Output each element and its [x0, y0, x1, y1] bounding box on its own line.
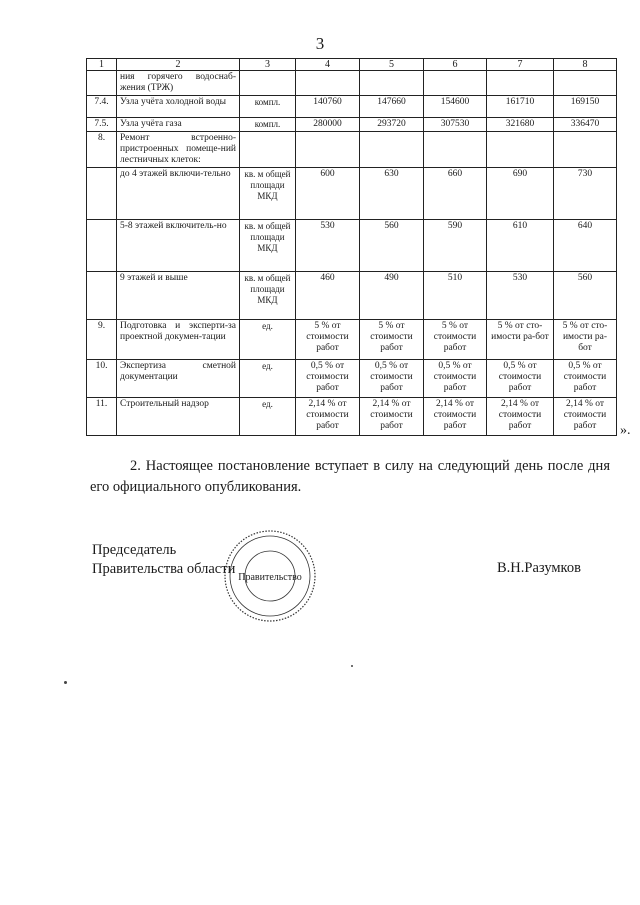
column-header: 6 — [424, 59, 487, 71]
value-cell: 147660 — [360, 96, 424, 118]
unit-cell: компл. — [240, 96, 296, 118]
value-cell: 2,14 % от стоимости работ — [487, 398, 554, 436]
table-row — [87, 71, 617, 96]
column-header: 1 — [87, 59, 117, 71]
row-number-cell: 11. — [87, 398, 117, 436]
description-cell: ния горячего водоснаб-жения (ТРЖ) — [117, 71, 240, 96]
description-cell: Узла учёта газа — [117, 118, 240, 132]
table-row — [87, 118, 617, 132]
table-row — [87, 398, 617, 436]
value-cell: 0,5 % от стоимости работ — [360, 360, 424, 398]
unit-cell: ед. — [240, 360, 296, 398]
description-cell: Ремонт встроенно-пристроенных помеще-ний лестничных клеток: — [117, 132, 240, 168]
value-cell — [554, 71, 617, 96]
row-number-cell — [87, 272, 117, 320]
signer-position — [92, 541, 235, 579]
value-cell: 0,5 % от стоимости работ — [424, 360, 487, 398]
value-cell: 140760 — [296, 96, 360, 118]
unit-cell: кв. м общей площади МКД — [240, 272, 296, 320]
value-cell — [296, 71, 360, 96]
scan-speck — [351, 665, 353, 667]
value-cell: 730 — [554, 168, 617, 220]
signer-position-line: Правительства области — [92, 561, 236, 577]
value-cell: 5 % от сто-имости ра-бот — [487, 320, 554, 360]
row-number-cell: 8. — [87, 132, 117, 168]
column-header: 5 — [360, 59, 424, 71]
value-cell: 307530 — [424, 118, 487, 132]
value-cell: 530 — [296, 220, 360, 272]
table-header-row — [87, 59, 617, 71]
table-row — [87, 168, 617, 220]
table-row — [87, 320, 617, 360]
description-cell: 9 этажей и выше — [117, 272, 240, 320]
value-cell: 0,5 % от стоимости работ — [296, 360, 360, 398]
value-cell — [424, 132, 487, 168]
page-number: 3 — [315, 34, 325, 53]
value-cell: 630 — [360, 168, 424, 220]
value-cell — [296, 132, 360, 168]
column-header: 4 — [296, 59, 360, 71]
tariff-table — [86, 58, 617, 436]
value-cell: 154600 — [424, 96, 487, 118]
signer-name: В.Н.Разумков — [497, 560, 581, 576]
column-header: 7 — [487, 59, 554, 71]
value-cell: 690 — [487, 168, 554, 220]
value-cell — [487, 71, 554, 96]
value-cell: 5 % от стоимости работ — [424, 320, 487, 360]
description-cell: Строительный надзор — [117, 398, 240, 436]
description-cell: Узла учёта холодной воды — [117, 96, 240, 118]
closing-quote-mark: ». — [620, 423, 631, 438]
table-row — [87, 220, 617, 272]
value-cell: 0,5 % от стоимости работ — [554, 360, 617, 398]
value-cell — [360, 132, 424, 168]
value-cell: 600 — [296, 168, 360, 220]
column-header: 2 — [117, 59, 240, 71]
value-cell: 321680 — [487, 118, 554, 132]
value-cell: 490 — [360, 272, 424, 320]
value-cell: 5 % от стоимости работ — [360, 320, 424, 360]
signer-position-line: Председатель — [92, 542, 177, 558]
value-cell — [360, 71, 424, 96]
value-cell: 293720 — [360, 118, 424, 132]
value-cell: 560 — [360, 220, 424, 272]
value-cell — [487, 132, 554, 168]
value-cell: 460 — [296, 272, 360, 320]
value-cell: 510 — [424, 272, 487, 320]
value-cell: 336470 — [554, 118, 617, 132]
row-number-cell: 7.5. — [87, 118, 117, 132]
effective-date-paragraph: 2. Настоящее постановление вступает в силу на следующий день после дня его официального опубликования. — [90, 458, 610, 495]
value-cell — [424, 71, 487, 96]
description-cell: до 4 этажей включи-тельно — [117, 168, 240, 220]
table-row — [87, 272, 617, 320]
unit-cell: ед. — [240, 320, 296, 360]
value-cell: 0,5 % от стоимости работ — [487, 360, 554, 398]
value-cell: 2,14 % от стоимости работ — [554, 398, 617, 436]
value-cell: 5 % от сто-имости ра-бот — [554, 320, 617, 360]
value-cell — [554, 132, 617, 168]
table-row — [87, 132, 617, 168]
value-cell: 530 — [487, 272, 554, 320]
unit-cell — [240, 71, 296, 96]
value-cell: 5 % от стоимости работ — [296, 320, 360, 360]
value-cell: 161710 — [487, 96, 554, 118]
description-cell: Экспертиза сметной документации — [117, 360, 240, 398]
official-seal — [222, 528, 318, 624]
row-number-cell: 9. — [87, 320, 117, 360]
value-cell: 169150 — [554, 96, 617, 118]
value-cell: 610 — [487, 220, 554, 272]
unit-cell: ед. — [240, 398, 296, 436]
row-number-cell: 7.4. — [87, 96, 117, 118]
column-header: 8 — [554, 59, 617, 71]
table-row — [87, 96, 617, 118]
unit-cell: компл. — [240, 118, 296, 132]
value-cell: 2,14 % от стоимости работ — [296, 398, 360, 436]
value-cell: 590 — [424, 220, 487, 272]
row-number-cell — [87, 71, 117, 96]
value-cell: 2,14 % от стоимости работ — [424, 398, 487, 436]
unit-cell — [240, 132, 296, 168]
row-number-cell — [87, 168, 117, 220]
value-cell: 2,14 % от стоимости работ — [360, 398, 424, 436]
column-header: 3 — [240, 59, 296, 71]
svg-text:Правительство: Правительство — [238, 572, 302, 583]
value-cell: 640 — [554, 220, 617, 272]
value-cell: 660 — [424, 168, 487, 220]
table-row — [87, 360, 617, 398]
description-cell: 5-8 этажей включитель-но — [117, 220, 240, 272]
row-number-cell: 10. — [87, 360, 117, 398]
unit-cell: кв. м общей площади МКД — [240, 168, 296, 220]
value-cell: 280000 — [296, 118, 360, 132]
description-cell: Подготовка и эксперти-за проектной докумен-тации — [117, 320, 240, 360]
row-number-cell — [87, 220, 117, 272]
value-cell: 560 — [554, 272, 617, 320]
unit-cell: кв. м общей площади МКД — [240, 220, 296, 272]
scan-speck — [64, 681, 67, 684]
